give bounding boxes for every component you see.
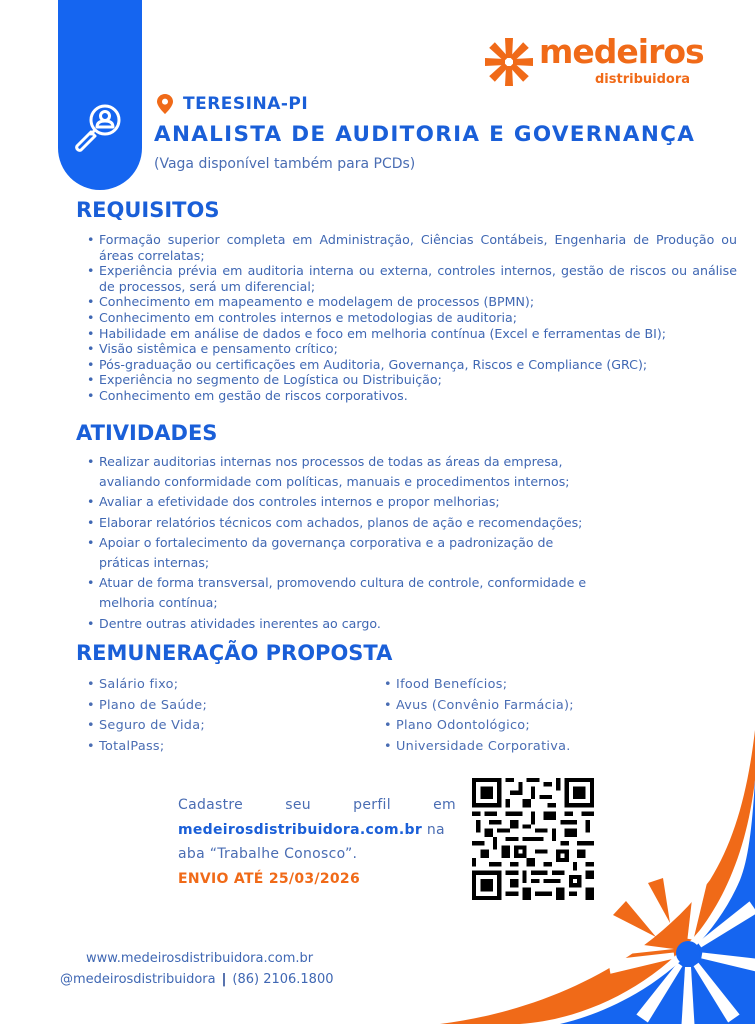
- footer-social[interactable]: @medeirosdistribuidora: [60, 972, 216, 987]
- list-item: • Plano Odontológico;: [384, 716, 574, 737]
- header-tab: [58, 0, 142, 190]
- list-item: • Conhecimento em gestão de riscos corporativos.: [87, 388, 737, 404]
- job-location: [157, 93, 308, 115]
- list-item: • Salário fixo;: [87, 675, 207, 696]
- section-heading-atividades: ATIVIDADES: [76, 421, 218, 445]
- footer-website[interactable]: www.medeirosdistribuidora.com.br: [86, 951, 314, 966]
- list-item: • Formação superior completa em Administração, Ciências Contábeis, Engenharia de Produção ou áreas correlatas;: [87, 232, 737, 263]
- list-item: • Avus (Convênio Farmácia);: [384, 696, 574, 717]
- list-item: • Conhecimento em mapeamento e modelagem de processos (BPMN);: [87, 294, 737, 310]
- list-item: • Realizar auditorias internas nos processos de todas as áreas da empresa, avaliando conformidade com políticas, manuais e procedimentos internos;: [87, 452, 647, 492]
- map-pin-icon: [157, 94, 173, 114]
- search-user-icon: [70, 98, 132, 160]
- brand-name: medeiros: [539, 32, 704, 71]
- list-item: • Ifood Benefícios;: [384, 675, 574, 696]
- footer-separator: |: [221, 972, 227, 987]
- list-item: • Dentre outras atividades inerentes ao cargo.: [87, 614, 647, 634]
- list-item: • Seguro de Vida;: [87, 716, 207, 737]
- footer-contact: [60, 948, 360, 990]
- brand-tagline: distribuidora: [595, 72, 691, 87]
- list-item: • TotalPass;: [87, 737, 207, 758]
- requisitos-list: [87, 232, 737, 404]
- decorative-starburst-corner: [430, 720, 755, 1024]
- section-heading-remuneracao: REMUNERAÇÃO PROPOSTA: [76, 641, 393, 665]
- list-item: • Experiência prévia em auditoria interna ou externa, controles internos, gestão de riscos ou análise de processos, será um diferencial;: [87, 263, 737, 294]
- list-item: • Universidade Corporativa.: [384, 737, 574, 758]
- list-item: • Avaliar a efetividade dos controles internos e propor melhorias;: [87, 492, 647, 512]
- pcd-note: (Vaga disponível também para PCDs): [154, 156, 416, 172]
- list-item: • Elaborar relatórios técnicos com achados, planos de ação e recomendações;: [87, 513, 647, 533]
- deadline: ENVIO ATÉ 25/03/2026: [178, 870, 360, 887]
- apply-instructions: Cadastre seu perfil em medeirosdistribuidora.com.br na aba “Trabalhe Conosco”. ENVIO ATÉ 25/03/2026: [178, 793, 456, 891]
- list-item: • Pós-graduação ou certificações em Auditoria, Governança, Riscos e Compliance (GRC);: [87, 357, 737, 373]
- atividades-list: [87, 452, 647, 634]
- section-heading-requisitos: REQUISITOS: [76, 198, 220, 222]
- careers-link[interactable]: medeirosdistribuidora.com.br: [178, 821, 423, 838]
- list-item: • Atuar de forma transversal, promovendo cultura de controle, conformidade e melhoria contínua;: [87, 573, 647, 613]
- benefits-list-left: [87, 675, 207, 757]
- list-item: • Habilidade em análise de dados e foco em melhoria contínua (Excel e ferramentas de BI);: [87, 326, 737, 342]
- location-label: TERESINA-PI: [183, 94, 309, 114]
- brand-logo: [483, 32, 704, 96]
- footer-phone: (86) 2106.1800: [232, 972, 334, 987]
- page-title: ANALISTA DE AUDITORIA E GOVERNANÇA: [154, 122, 696, 147]
- list-item: • Conhecimento em controles internos e metodologias de auditoria;: [87, 310, 737, 326]
- list-item: • Apoiar o fortalecimento da governança corporativa e a padronização de práticas internas;: [87, 533, 647, 573]
- list-item: • Plano de Saúde;: [87, 696, 207, 717]
- starburst-icon: [483, 36, 535, 88]
- list-item: • Visão sistêmica e pensamento crítico;: [87, 341, 737, 357]
- list-item: • Experiência no segmento de Logística ou Distribuição;: [87, 372, 737, 388]
